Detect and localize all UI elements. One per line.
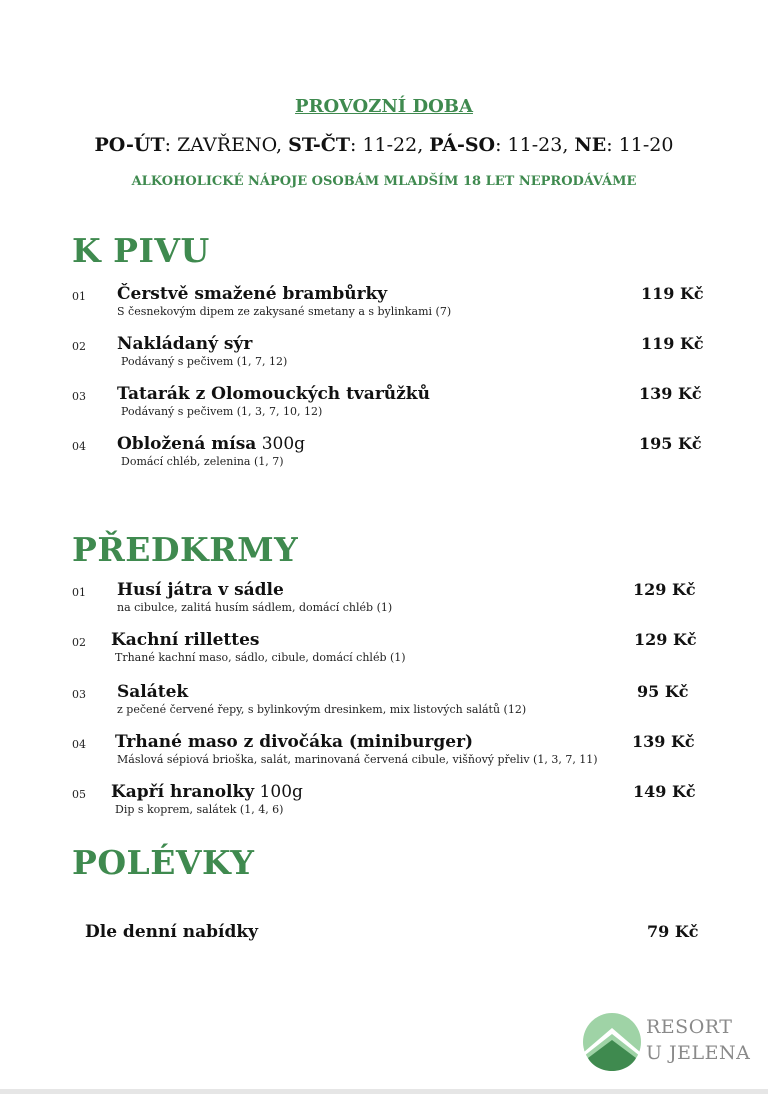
item-description: Dip s koprem, salátek (1, 4, 6) (115, 803, 284, 816)
item-name (117, 434, 305, 454)
section-title-k-pivu: K PIVU (72, 231, 210, 270)
item-price: 119 Kč (641, 284, 704, 303)
item-price: 195 Kč (639, 434, 702, 453)
item-price: 139 Kč (639, 384, 702, 403)
logo-line-u-jelena: U JELENA (646, 1042, 751, 1064)
item-number: 02 (72, 340, 86, 353)
hours-time: : ZAVŘENO, (164, 134, 289, 156)
section-title-predkrmy: PŘEDKRMY (72, 530, 299, 569)
item-description: na cibulce, zalitá husím sádlem, domácí chléb (1) (117, 601, 393, 614)
item-name-text: Obložená mísa (117, 434, 257, 454)
item-number: 04 (72, 440, 86, 453)
item-name (111, 782, 303, 802)
item-price: 149 Kč (633, 782, 696, 801)
item-number: 02 (72, 636, 86, 649)
item-price: 119 Kč (641, 334, 704, 353)
item-name: Trhané maso z divočáka (miniburger) (115, 732, 474, 752)
mountain-logo-icon (582, 1012, 644, 1072)
item-price: 139 Kč (632, 732, 695, 751)
menu-item (0, 630, 768, 670)
item-name: Dle denní nabídky (85, 922, 258, 942)
hours-time: : 11-23, (495, 134, 575, 156)
item-number: 01 (72, 586, 86, 599)
menu-item (0, 334, 768, 374)
hours-time: : 11-22, (350, 134, 430, 156)
item-description: z pečené červené řepy, s bylinkovým dresinkem, mix listových salátů (12) (117, 703, 527, 716)
logo-text (646, 1014, 750, 1066)
hours-time: : 11-20 (606, 134, 674, 156)
opening-hours-title: PROVOZNÍ DOBA (295, 96, 473, 117)
item-description: Podávaný s pečivem (1, 3, 7, 10, 12) (121, 405, 323, 418)
item-name: Čerstvě smažené brambůrky (117, 284, 388, 304)
menu-item (0, 682, 768, 722)
item-name-text: Kapří hranolky (111, 782, 255, 802)
section-title-polevky: POLÉVKY (72, 843, 255, 882)
item-description: Domácí chléb, zelenina (1, 7) (121, 455, 284, 468)
item-price: 129 Kč (634, 630, 697, 649)
item-price: 95 Kč (637, 682, 689, 701)
item-number: 03 (72, 390, 86, 403)
hours-day: ST-ČT (288, 134, 350, 156)
item-number: 05 (72, 788, 86, 801)
resort-logo (582, 1012, 752, 1072)
item-description: Podávaný s pečivem (1, 7, 12) (121, 355, 288, 368)
menu-item (0, 284, 768, 324)
hours-day: NE (574, 134, 607, 156)
item-name: Nakládaný sýr (117, 334, 253, 354)
menu-item (0, 580, 768, 620)
menu-item (0, 732, 768, 772)
item-price: 79 Kč (647, 922, 699, 941)
opening-hours-line (0, 134, 768, 156)
item-name: Husí játra v sádle (117, 580, 284, 600)
hours-day: PO-ÚT (94, 134, 165, 156)
item-number: 03 (72, 688, 86, 701)
item-unit: 300g (256, 434, 306, 454)
item-description: S česnekovým dipem ze zakysané smetany a s bylinkami (7) (117, 305, 452, 318)
item-price: 129 Kč (633, 580, 696, 599)
item-number: 01 (72, 290, 86, 303)
item-name: Tatarák z Olomouckých tvarůžků (117, 384, 430, 404)
page-bottom-bar (0, 1089, 768, 1094)
item-name: Kachní rillettes (111, 630, 260, 650)
item-name: Salátek (117, 682, 189, 702)
menu-item (0, 434, 768, 474)
menu-item (0, 922, 768, 962)
hours-day: PÁ-SO (429, 134, 496, 156)
logo-line-resort: RESORT (646, 1016, 733, 1038)
item-unit: 100g (254, 782, 303, 802)
item-number: 04 (72, 738, 86, 751)
menu-item (0, 384, 768, 424)
alcohol-notice: ALKOHOLICKÉ NÁPOJE OSOBÁM MLADŠÍM 18 LET NEPRODÁVÁME (131, 174, 637, 189)
menu-item (0, 782, 768, 822)
item-description: Máslová sépiová brioška, salát, marinovaná červená cibule, višňový přeliv (1, 3, 7, 11) (117, 753, 598, 766)
item-description: Trhané kachní maso, sádlo, cibule, domácí chléb (1) (115, 651, 406, 664)
